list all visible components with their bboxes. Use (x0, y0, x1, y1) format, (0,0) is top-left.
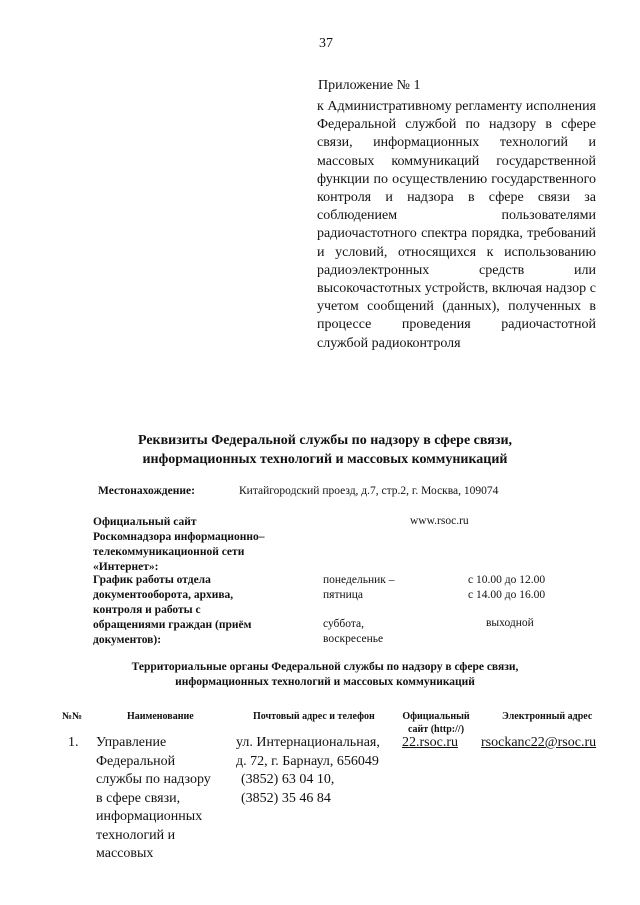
appendix-title: Приложение № 1 (318, 78, 421, 93)
table-header-number: №№ (62, 711, 83, 722)
location-value: Китайгородский проезд, д.7, стр.2, г. Москва, 109074 (239, 485, 499, 497)
territorial-title (90, 660, 560, 690)
row-name (96, 734, 226, 864)
website-label-line: Роскомнадзора информационно– (93, 531, 265, 543)
row-name-line: массовых (96, 846, 154, 861)
row-name-line: Управление (96, 735, 167, 750)
page-number: 37 (319, 36, 333, 51)
territorial-title-line: информационных технологий и массовых коммуникаций (175, 676, 475, 688)
row-name-line: Федеральной (96, 753, 176, 769)
row-site-link[interactable]: 22.rsoc.ru (402, 735, 458, 750)
schedule-weekend-line: суббота, (323, 618, 364, 630)
schedule-weekend-value: выходной (486, 617, 534, 629)
website-label (93, 515, 303, 575)
row-address-line: ул. Интернациональная, (236, 735, 380, 750)
row-name-line: в сфере связи, (96, 790, 181, 806)
table-header-address: Почтовый адрес и телефон (253, 711, 375, 722)
schedule-label (93, 573, 308, 648)
schedule-weekend (323, 617, 383, 647)
schedule-label-line: контроля и работы с (93, 604, 201, 616)
website-label-line: «Интернет»: (93, 561, 159, 573)
website-link[interactable]: www.rsoc.ru (410, 515, 469, 527)
territorial-title-line: Территориальные органы Федеральной службы по надзору в сфере связи, (131, 661, 519, 673)
row-name-line: информационных (96, 809, 203, 824)
schedule-weekdays-line: понедельник – (323, 574, 395, 586)
schedule-label-line: документов): (93, 634, 162, 646)
row-email-link[interactable]: rsockanc22@rsoc.ru (481, 735, 597, 750)
website-label-line: телекоммуникационной сети (93, 546, 245, 558)
table-header-name: Наименование (127, 711, 194, 722)
schedule-label-line: обращениями граждан (приём (93, 619, 252, 631)
schedule-time: с 14.00 до 16.00 (468, 589, 546, 601)
document-title-line: Реквизиты Федеральной службы по надзору в сфере связи, (137, 433, 513, 448)
table-header-site (396, 710, 476, 736)
table-header-site-line: Официальный (402, 711, 470, 722)
table-header-email: Электронный адрес (502, 711, 593, 722)
row-address (236, 734, 401, 808)
schedule-label-line: документооборота, архива, (93, 589, 234, 601)
location-label: Местонахождение: (98, 485, 195, 497)
row-address-line: д. 72, г. Барнаул, 656049 (236, 753, 379, 769)
schedule-label-line: График работы отдела (93, 574, 211, 586)
document-title-line: информационных технологий и массовых коммуникаций (142, 452, 508, 467)
table-header-site-line: сайт (http://) (407, 724, 465, 735)
row-address-line: (3852) 63 04 10, (241, 772, 335, 787)
website-label-line: Официальный сайт (93, 516, 197, 528)
appendix-text: к Административному регламенту исполнения Федеральной службой по надзору в сфере связи, информационных технологий и массовых коммуникаций государственной функции по осуществлению государственного контроля и надзора в сфере связи за соблюдением пользователями радиочастотного спектра порядка, требований и условий, относящихся к использованию радиоэлектронных средств или высокочастотных устройств, включая надзор с учетом сообщений (данных), полученных в процессе проведения радиочастотной службой радиоконтроля (317, 99, 596, 351)
row-address-line: (3852) 35 46 84 (241, 790, 331, 806)
schedule-weekend-line: воскресенье (323, 633, 384, 645)
document-title (90, 431, 560, 469)
row-name-line: службы по надзору (96, 772, 211, 787)
row-number: 1. (68, 735, 79, 750)
schedule-weekdays (323, 573, 394, 603)
schedule-time: с 10.00 до 12.00 (468, 574, 546, 586)
schedule-weekdays-line: пятница (323, 589, 364, 601)
schedule-weekday-times (468, 573, 545, 603)
row-name-line: технологий и (96, 827, 176, 843)
